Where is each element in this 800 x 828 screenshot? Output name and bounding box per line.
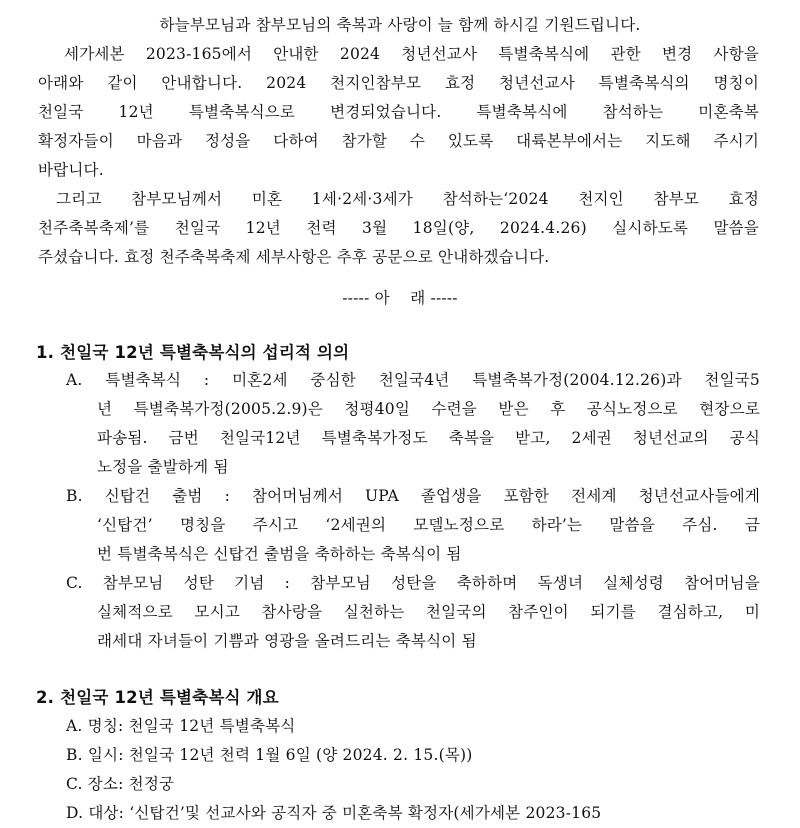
- section1-item-b-line: 번 특별축복식은 신탑건 출범을 축하하는 축복식이 됨: [97, 545, 462, 563]
- section1-item-a-line: 노정을 출발하게 됨: [97, 458, 229, 476]
- para2-line: 천주축복축제’를 천일국 12년 천력 3월 18일(양, 2024.4.26) 실시하도록 말씀을: [38, 219, 759, 237]
- greeting-line: 하늘부모님과 참부모님의 축복과 사랑이 늘 함께 하시길 기원드립니다.: [159, 16, 641, 34]
- section2-item: B. 일시: 천일국 12년 천력 1월 6일 (양 2024. 2. 15.(목)): [66, 746, 473, 764]
- para2-line: 그리고 참부모님께서 미혼 1세·2세·3세가 참석하는‘2024 천지인 참부모 효정: [56, 190, 759, 208]
- section2-title: 2. 천일국 12년 특별축복식 개요: [36, 688, 279, 707]
- para1-line: 바랍니다.: [38, 161, 104, 179]
- para2-line: 주셨습니다. 효정 천주축복축제 세부사항은 추후 공문으로 안내하겠습니다.: [38, 248, 550, 266]
- section2-item: A. 명칭: 천일국 12년 특별축복식: [66, 717, 296, 735]
- section1-title: 1. 천일국 12년 특별축복식의 섭리적 의의: [36, 343, 350, 362]
- para1-line: 천일국 12년 특별축복식으로 변경되었습니다. 특별축복식에 참석하는 미혼축복: [38, 103, 759, 121]
- para1-line: 확정자들이 마음과 정성을 다하여 참가할 수 있도록 대륙본부에서는 지도해 주시기: [38, 132, 759, 150]
- para1-line: 아래와 같이 안내합니다. 2024 천지인참부모 효정 청년선교사 특별축복식의 명칭이: [38, 74, 759, 92]
- section1-item-c-line: C. 참부모님 성탄 기념 : 참부모님 성탄을 축하하며 독생녀 실체성령 참어머님을: [66, 574, 760, 592]
- section1-item-b-line: B. 신탑건 출범 : 참어머님께서 UPA 졸업생을 포함한 전세계 청년선교사들에게: [66, 487, 760, 505]
- section1-item-b-line: ‘신탑건’ 명칭을 주시고 ‘2세권의 모델노정으로 하라’는 말씀을 주심. 금: [97, 516, 760, 534]
- section2-item: D. 대상: ‘신탑건’및 선교사와 공직자 중 미혼축복 확정자(세가세본 2023-165: [66, 804, 602, 822]
- section2-item: C. 장소: 천정궁: [66, 775, 175, 793]
- section1-item-a-line: 년 특별축복가정(2005.2.9)은 청평40일 수련을 받은 후 공식노정으로 현장으로: [97, 400, 760, 418]
- para1-line: 세가세본 2023-165에서 안내한 2024 청년선교사 특별축복식에 관한 변경 사항을: [64, 45, 759, 63]
- section1-item-c-line: 실체적으로 모시고 참사랑을 실천하는 천일국의 참주인이 되기를 결심하고, 미: [97, 603, 760, 621]
- divider-label: ----- 아 래 -----: [342, 289, 458, 307]
- section1-item-a-line: 파송됨. 금번 천일국12년 특별축복가정도 축복을 받고, 2세권 청년선교의 공식: [97, 429, 760, 447]
- section1-item-c-line: 래세대 자녀들이 기쁨과 영광을 올려드리는 축복식이 됨: [97, 632, 477, 650]
- section1-item-a-line: A. 특별축복식 : 미혼2세 중심한 천일국4년 특별축복가정(2004.12.26)과 천일국5: [66, 371, 760, 389]
